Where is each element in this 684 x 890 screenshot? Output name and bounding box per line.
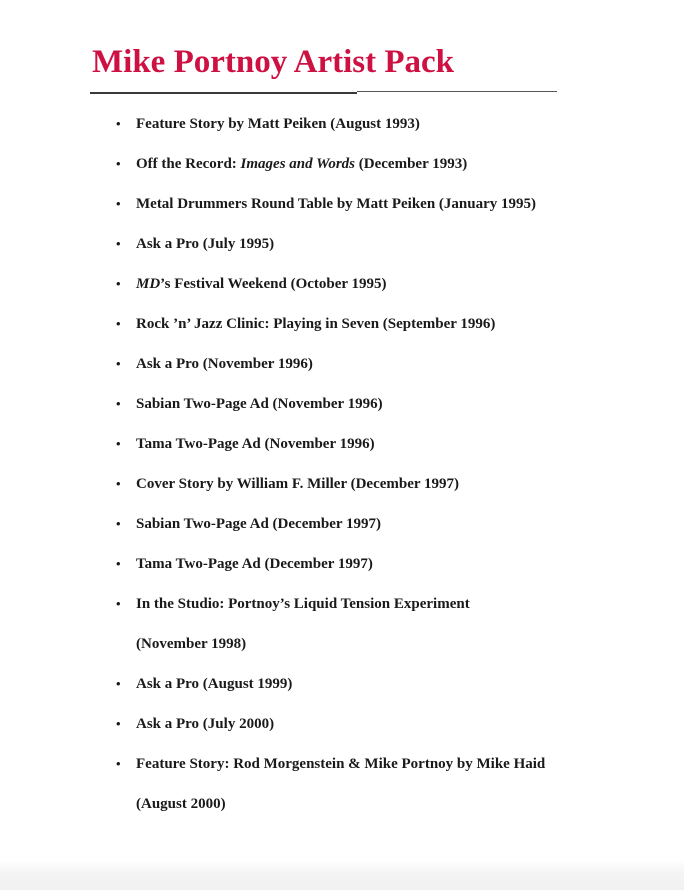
list-item [92, 264, 592, 304]
list-item [92, 704, 592, 744]
list-item-line [136, 544, 592, 584]
bullet-icon: • [116, 156, 121, 171]
bullet-icon: • [116, 356, 121, 371]
list-item-line [136, 664, 592, 704]
text-segment: Ask a Pro (November 1996) [136, 356, 313, 372]
text-segment: Feature Story by Matt Peiken (August 1993) [136, 116, 420, 132]
bullet-icon: • [116, 596, 121, 611]
list-item-line [136, 744, 592, 784]
list-item [92, 144, 592, 184]
bullet-icon: • [116, 676, 121, 691]
list-item [92, 344, 592, 384]
bullet-icon: • [116, 276, 121, 291]
text-segment: In the Studio: Portnoy’s Liquid Tension Experiment [136, 596, 470, 612]
text-segment: (November 1998) [136, 636, 247, 652]
list-item-line [136, 264, 592, 304]
list-item [92, 224, 592, 264]
list-item [92, 384, 592, 424]
bullet-icon: • [116, 116, 121, 131]
title-underline-right [357, 91, 557, 92]
list-item-line [136, 344, 592, 384]
list-item-line [136, 304, 592, 344]
bullet-icon: • [116, 716, 121, 731]
list-item [92, 464, 592, 504]
text-segment: (August 2000) [136, 796, 226, 812]
list-item-line [136, 184, 592, 224]
list-item [92, 544, 592, 584]
text-segment: ’s Festival Weekend (October 1995) [160, 276, 387, 292]
list-item [92, 504, 592, 544]
bullet-icon: • [116, 756, 121, 771]
list-item-line [136, 784, 592, 824]
italic-text-segment: MD [136, 276, 161, 292]
list-item [92, 664, 592, 704]
text-segment: Cover Story by William F. Miller (December 1997) [136, 476, 460, 492]
list-item-line [136, 704, 592, 744]
bullet-icon: • [116, 316, 121, 331]
article-list [92, 104, 592, 824]
text-segment: Ask a Pro (August 1999) [136, 676, 293, 692]
text-segment: (December 1993) [355, 156, 468, 172]
list-item [92, 304, 592, 344]
list-item [92, 584, 592, 664]
text-segment: Sabian Two-Page Ad (November 1996) [136, 396, 383, 412]
list-item-line [136, 424, 592, 464]
text-segment: Ask a Pro (July 1995) [136, 236, 275, 252]
italic-text-segment: Images and Words [240, 156, 356, 172]
list-item-line [136, 584, 592, 624]
text-segment: Off the Record: [136, 156, 241, 172]
text-segment: Tama Two-Page Ad (December 1997) [136, 556, 373, 572]
bullet-icon: • [116, 516, 121, 531]
page-title: Mike Portnoy Artist Pack [92, 44, 455, 80]
list-item-line [136, 224, 592, 264]
list-item-line [136, 624, 592, 664]
list-item [92, 104, 592, 144]
text-segment: Ask a Pro (July 2000) [136, 716, 275, 732]
bullet-icon: • [116, 556, 121, 571]
text-segment: Rock ’n’ Jazz Clinic: Playing in Seven (September 1996) [136, 316, 496, 332]
list-item-line [136, 144, 592, 184]
list-item-line [136, 464, 592, 504]
page-bottom-shade [0, 860, 684, 890]
list-item [92, 184, 592, 224]
text-segment: Tama Two-Page Ad (November 1996) [136, 436, 375, 452]
list-item-line [136, 384, 592, 424]
text-segment: Feature Story: Rod Morgenstein & Mike Portnoy by Mike Haid [136, 756, 546, 772]
text-segment: Metal Drummers Round Table by Matt Peiken (January 1995) [136, 196, 536, 212]
list-item-line [136, 504, 592, 544]
text-segment: Sabian Two-Page Ad (December 1997) [136, 516, 381, 532]
title-underline-left [90, 92, 357, 94]
bullet-icon: • [116, 236, 121, 251]
list-item [92, 424, 592, 464]
bullet-icon: • [116, 476, 121, 491]
list-item-line [136, 104, 592, 144]
bullet-icon: • [116, 436, 121, 451]
bullet-icon: • [116, 396, 121, 411]
list-item [92, 744, 592, 824]
bullet-icon: • [116, 196, 121, 211]
